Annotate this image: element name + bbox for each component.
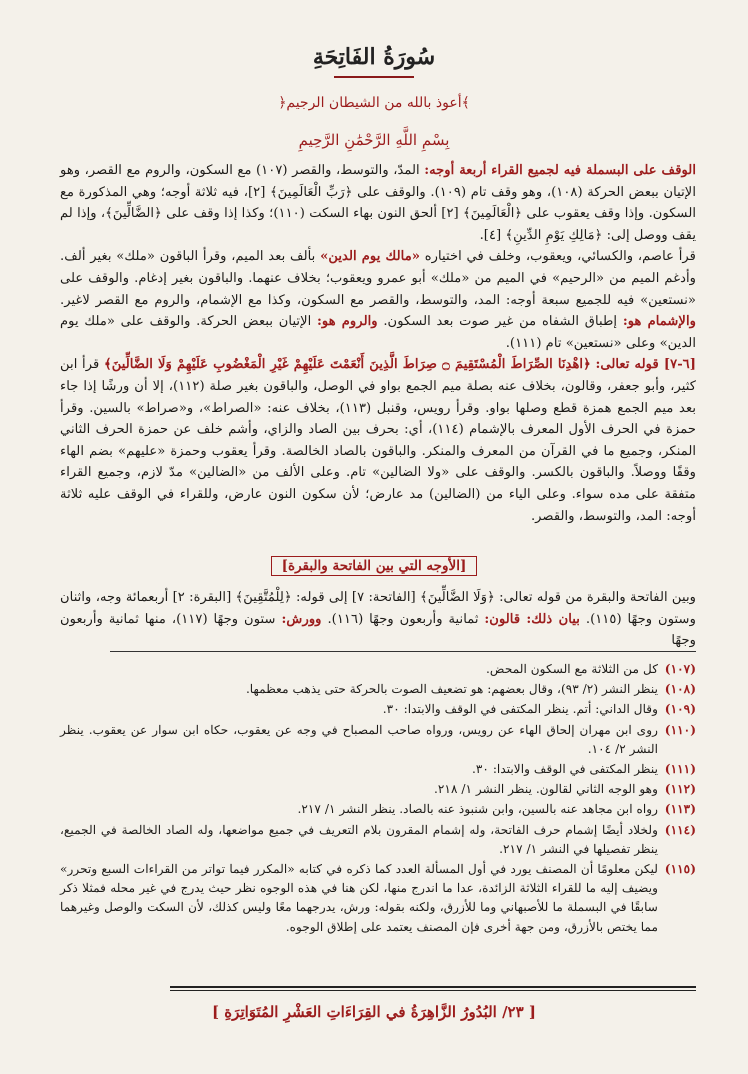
malik-text-b: بألف بعد الميم، وقرأ الباقون «ملك» بغير ألف. وأدغم الميم من «الرحيم» في الميم من «ملك» أبو عمرو ويعقوب؛ بخلاف عنهما. والباقون بغير إدغام. والوقف على «نستعين» فيه للجميع سبعة أوجه: المد، والتوسط، والقصر مع السكون، وكذا مع الإشمام، والروم مع القصر لاغير. (60, 249, 696, 308)
footnote-number: (١٠٧) (664, 662, 696, 676)
footnote (60, 700, 696, 719)
footer-rule-thin (170, 990, 696, 991)
ishmam-label: والإشمام هو: (622, 314, 696, 330)
main-text (60, 160, 696, 527)
fatiha-baqara-text: وبين الفاتحة والبقرة من قوله تعالى: ﴿وَلَا الضَّالِّينَ﴾ [الفاتحة: ٧] إلى قوله: ﴿لِلْمُتَّقِينَ﴾ [البقرة: ٢] أربعمائة وجه، واثنان وستون وجهًا (١١٥). (60, 590, 696, 627)
secondary-text (60, 587, 696, 652)
footnote-text: وقال الداني: أتم. ينظر المكتفى في الوقف والابتدا: ٣٠. (382, 702, 658, 717)
footnote-number: (١١١) (664, 762, 696, 777)
footnote (60, 780, 696, 799)
footnote-text: ليكن معلومًا أن المصنف يورد في أول المسألة العدد كما ذكره في كتابه «المكرر فيما تواتر من القراءات السبع وتحرر» ويضيف إليه ما للقراء الثلاثة الزائدة، عدا ما اندرج منها، لكن هنا في هذه الوجوه نظر حيث يدرج في غير محله فمثلا ذكر سابقًا في البسملة ما للأصبهاني وما للأزرق، ولكنه بقوله: ورش، يدرجهما معًا وليس كذلك، لأن السكت والوصل وغيرهما مما يختص بالأزرق، ومن جهة أخرى فإن المصنف يعتمد على إطلاق الوجوه. (60, 862, 658, 934)
footnote-number: (١١٥) (664, 862, 696, 877)
ayah-text: ﴿اهْدِنَا الصِّرَاطَ الْمُسْتَقِيمَ ۝ صِرَاطَ الَّذِينَ أَنْعَمْتَ عَلَيْهِمْ غَيْرِ الْمَغْضُوبِ عَلَيْهِمْ وَلَا الضَّالِّينَ﴾ (104, 357, 591, 373)
waqf-text: المدّ، والتوسط، والقصر (١٠٧) مع السكون، والروم مع القصر، وهو الإتيان ببعض الحركة (١٠٨)، وهو وقف تام (١٠٩). والوقف على ﴿رَبِّ الْعَالَمِينَ﴾ [٢]، فيه ثلاثة أوجه؛ وهي المذكورة مع السكون. وإذا وقف يعقوب على ﴿الْعَالَمِينَ﴾ [٢] ألحق النون بهاء السكت (١١٠)؛ وكذا إذا وقف على ﴿الضَّالِّينَ﴾، وإذا لم يقف ووصل إلى: ﴿مَالِكِ يَوْمِ الدِّينِ﴾ [٤]. (60, 163, 696, 243)
rawm-text: الإتيان ببعض الحركة. والوقف على «ملك يوم الدين» وعلى «نستعين» تام (١١١). (60, 314, 696, 351)
paragraph-basmala-waqf (60, 160, 696, 246)
sirat-text: قرأ ابن كثير، وأبو جعفر، وقالون، بخلاف عنه بصلة ميم الجمع بواو في الوصل، والباقون بغير صلة (١١٢)، إلا أن ورشًا إذا جاء بعد ميم الجمع همزة قطع وصلها بواو. وقرأ رويس، وقنبل (١١٣)، بخلاف عنه: «الصراط»، و«صراط» بالسين. وقرأ حمزة في الحرف الأول المعرف بالإشمام (١١٤)، أي: بحرف بين الصاد والزاي، وأشم خلف عن حمزة الحرف الثاني المنكر، وجميع ما في القرآن من المعرف والمنكر. والباقون بالصاد الخالصة. وقرأ يعقوب وحمزة «عليهم» بضم الهاء وقفًا ووصلاً. والباقون بالكسر. والوقف على «ولا الضالين» تام. وعلى الألف من «الضالين» مدّ لازم، وجميع القراء متفقة على مده سواء. وعلى الياء من (الضالين) مد عارض؛ لأن سكون النون عارض، وللقراء في الوقف عليه ثلاثة أوجه: المد، والتوسط، والقصر. (60, 357, 697, 524)
footnote (60, 660, 696, 679)
footnote (60, 721, 696, 759)
paragraph-malik (60, 246, 696, 354)
ayah-ref-label: [٦-٧] قوله تعالى: (595, 357, 697, 373)
paragraph-sirat (60, 354, 696, 527)
istiadha-line: ﴿أعوذ بالله من الشيطان الرجيم﴾ (278, 95, 470, 111)
footnote-divider (110, 651, 696, 652)
footnote (60, 821, 696, 859)
footnote-number: (١١٢) (664, 782, 696, 797)
footnote-text: رواه ابن مجاهد عنه بالسين، وابن شنبوذ عنه بالصاد. ينظر النشر ١/ ٢١٧. (297, 802, 658, 817)
footnotes (60, 660, 696, 938)
footnote (60, 760, 696, 779)
warsh-label: وورش: (281, 611, 322, 627)
footnote (60, 860, 696, 937)
rawm-label: والروم هو: (317, 314, 378, 330)
footnote-text: ينظر المكتفى في الوقف والابتدا: ٣٠. (471, 762, 658, 777)
warsh-text: ستون وجهًا (١١٧)، منها ثمانية وأربعون وجهًا (60, 611, 696, 649)
malik-text-a: قرأ عاصم، والكسائي، ويعقوب، وخلف في اختياره (424, 249, 696, 265)
footnote (60, 800, 696, 819)
page-footer: [ ٢٣/ البُدُورُ الزَّاهِرَةُ في القِرَاءَاتِ العَشْرِ المُتَوَاتِرَةِ ] (211, 1003, 536, 1021)
waqf-label: الوقف على البسملة فيه لجميع القراء أربعة أوجه: (424, 163, 696, 178)
footer-rule (170, 986, 696, 988)
footnote-text: روى ابن مهران إلحاق الهاء عن رويس، ورواه صاحب المصباح في وجه عن يعقوب، حكاه ابن سوار عن يعقوب. ينظر النشر ٢/ ١٠٤. (60, 722, 658, 756)
ishmam-text: إطباق الشفاه من غير صوت بعد السكون. (383, 314, 618, 330)
title-ornament (334, 76, 414, 78)
footnote (60, 680, 696, 699)
section-heading (0, 555, 748, 576)
footnote-number: (١٠٩) (664, 702, 696, 717)
footnote-number: (١١٤) (664, 822, 696, 837)
footnote-number: (١١٠) (664, 722, 696, 737)
footnote-text: وهو الوجه الثاني لقالون. ينظر النشر ١/ ٢١٨. (434, 782, 658, 797)
qalun-label: بيان ذلك: قالون: (484, 611, 580, 627)
footnote-number: (١٠٨) (664, 682, 696, 697)
footnote-text: ولخلاد أيضًا إشمام حرف الفاتحة، وله إشمام المقرون بلام التعريف في جميع مواضعها، وله الصاد الخالصة في الجميع، ينظر تفصيلها في النشر ١/ ٢١٧. (60, 822, 658, 856)
footnote-number: (١١٣) (664, 802, 696, 817)
malik-quote: «مالك يوم الدين» (320, 249, 420, 265)
qalun-text: ثمانية وأربعون وجهًا (١١٦). (327, 611, 479, 627)
footnote-text: ينظر النشر (٢/ ٩٣)، وقال بعضهم: هو تضعيف الصوت بالحركة حتى يذهب معظمها. (245, 682, 658, 697)
section-heading-text: [الأوجه التي بين الفاتحة والبقرة] (271, 556, 478, 576)
surah-title: سُورَةُ الفَاتِحَةِ (312, 44, 436, 70)
basmala-line: بِسْمِ اللَّهِ الرَّحْمَٰنِ الرَّحِيمِ (298, 131, 450, 149)
footnote-text: كل من الثلاثة مع السكون المحض. (486, 662, 658, 676)
